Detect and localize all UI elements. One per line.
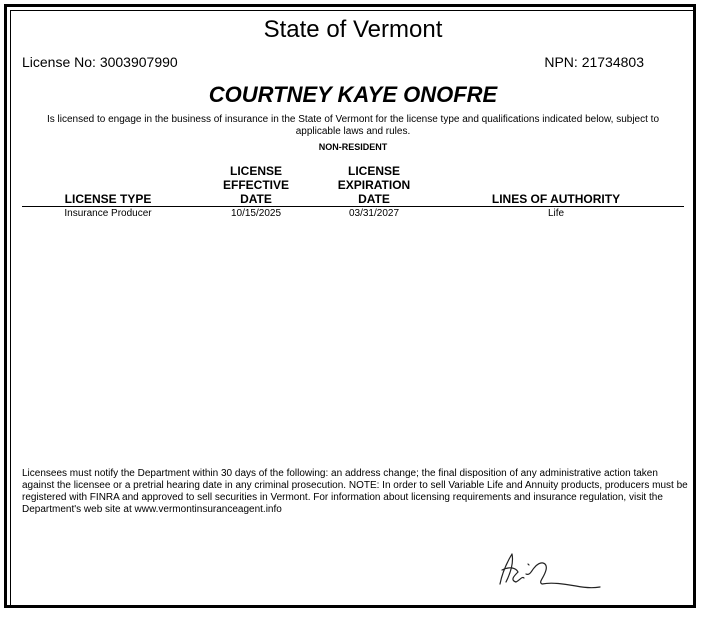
licensee-name: COURTNEY KAYE ONOFRE xyxy=(208,82,498,107)
header-license-type-text: LICENSE TYPE xyxy=(64,192,152,206)
cell-effective-date: 10/15/2025 xyxy=(230,208,282,219)
table-header-rule xyxy=(22,206,684,207)
license-number: License No: 3003907990 xyxy=(22,54,178,70)
header-eff-line2: EFFECTIVE xyxy=(222,178,289,192)
header-license-type xyxy=(40,192,176,206)
cell-expiration-date: 03/31/2027 xyxy=(348,208,400,219)
residency-status: NON-RESIDENT xyxy=(318,142,388,152)
signature-image xyxy=(492,540,606,600)
header-exp-line2: EXPIRATION xyxy=(337,178,411,192)
header-eff-line1: LICENSE xyxy=(229,164,282,178)
cell-license-type: Insurance Producer xyxy=(64,208,152,219)
npn-number: NPN: 21734803 xyxy=(544,54,644,70)
cell-lines-of-authority: Life xyxy=(547,208,565,219)
header-loa-text: LINES OF AUTHORITY xyxy=(491,192,621,206)
page-title: State of Vermont xyxy=(263,16,443,43)
header-expiration-date xyxy=(322,164,426,206)
footer-notice: Licensees must notify the Department within 30 days of the following: an address change; the final disposition of any administrative action taken against the licensee or a pretrial hearing date in any criminal prosecution. NOTE: In order to sell Variable Life and Annuity products, producers must be registered with FINRA and approved to sell securities in Vermont. For information about licensing requirements and insurance regulation, visit the Department's web site at www.vermontinsuranceagent.info xyxy=(22,468,688,515)
header-effective-date xyxy=(208,164,304,206)
header-exp-line3: DATE xyxy=(358,192,390,206)
header-exp-line1: LICENSE xyxy=(347,164,400,178)
header-lines-of-authority xyxy=(450,192,662,206)
license-statement: Is licensed to engage in the business of insurance in the State of Vermont for the license type and qualifications indicated below, subject to applicable laws and rules. xyxy=(46,114,660,137)
header-eff-line3: DATE xyxy=(240,192,272,206)
